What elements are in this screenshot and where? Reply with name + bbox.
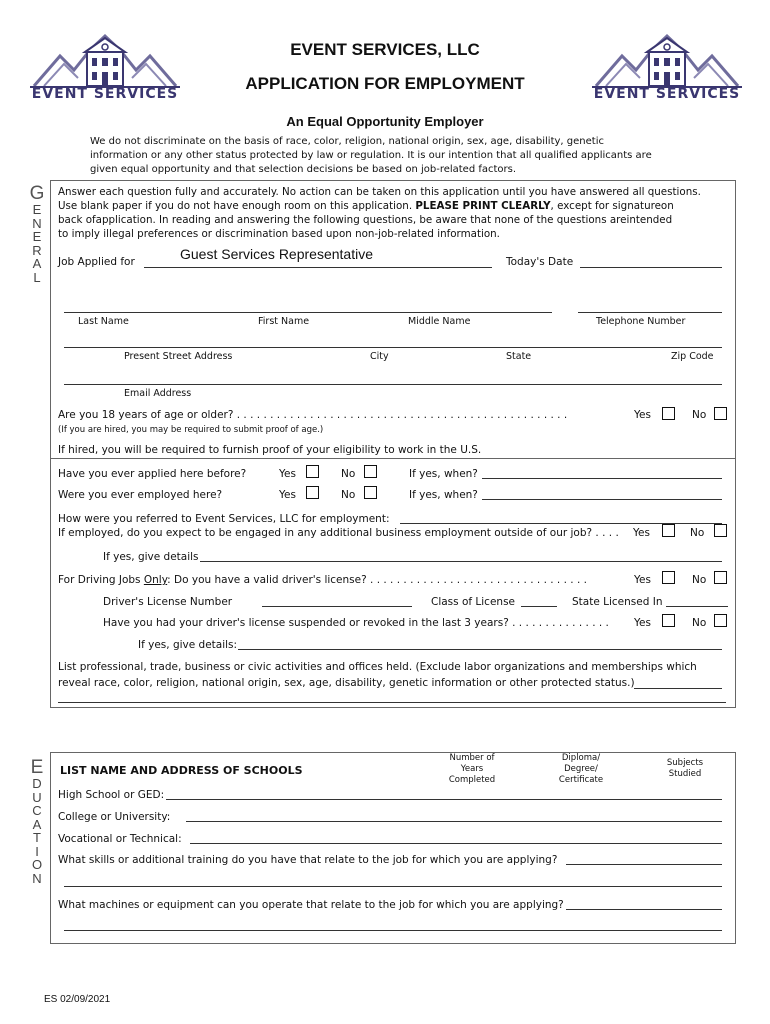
skills-field-1[interactable]	[566, 864, 722, 865]
vocational-label: Vocational or Technical:	[58, 833, 182, 845]
state-licensed-label: State Licensed In	[572, 596, 663, 608]
driving-yes-checkbox[interactable]	[662, 571, 675, 584]
todays-date-label: Today's Date	[506, 256, 574, 268]
applied-yes-label: Yes	[279, 468, 296, 480]
college-label: College or University:	[58, 811, 171, 823]
license-number-label: Driver's License Number	[103, 596, 233, 608]
age-no-checkbox[interactable]	[714, 407, 727, 420]
suspended-question: Have you had your driver's license suspended or revoked in the last 3 years? . . . . . . . . . . . . . . .	[103, 617, 609, 629]
employed-no-label: No	[341, 489, 356, 501]
age-no-label: No	[692, 409, 707, 421]
instructions-line-3: back ofapplication. In reading and answering the following questions, be aware that none of the questions areintended	[58, 214, 673, 226]
logo-text: EVENT SERVICES	[31, 86, 179, 102]
outside-details-label: If yes, give details	[103, 551, 199, 563]
full-name-field[interactable]	[64, 312, 552, 313]
outside-no-label: No	[690, 527, 705, 539]
col-subjects-header: Subjects Studied	[666, 758, 704, 779]
suspended-details-label: If yes, give details:	[138, 639, 238, 651]
outside-no-checkbox[interactable]	[714, 524, 727, 537]
todays-date-field[interactable]	[580, 267, 722, 268]
outside-business-question: If employed, do you expect to be engaged in any additional business employment outside of our job? . . . .	[58, 527, 619, 539]
job-applied-line	[144, 267, 492, 268]
license-class-field[interactable]	[521, 606, 557, 607]
applied-before-question: Have you ever applied here before?	[58, 468, 247, 480]
driving-yes-label: Yes	[634, 574, 651, 586]
high-school-label: High School or GED:	[58, 789, 165, 801]
age-yes-checkbox[interactable]	[662, 407, 675, 420]
schools-header: LIST NAME AND ADDRESS OF SCHOOLS	[60, 764, 303, 777]
applied-yes-checkbox[interactable]	[306, 465, 319, 478]
address-field[interactable]	[64, 347, 722, 348]
state-label: State	[506, 351, 532, 362]
zip-label: Zip Code	[671, 351, 714, 362]
outside-yes-checkbox[interactable]	[662, 524, 675, 537]
employed-when-label: If yes, when?	[409, 489, 478, 501]
high-school-field[interactable]	[166, 799, 722, 800]
suspended-details-field[interactable]	[238, 649, 722, 650]
logo-text: EVENT SERVICES	[593, 86, 741, 102]
state-licensed-field[interactable]	[666, 606, 728, 607]
email-label: Email Address	[124, 388, 192, 399]
driving-no-checkbox[interactable]	[714, 571, 727, 584]
applied-when-field[interactable]	[482, 478, 722, 479]
telephone-field[interactable]	[578, 312, 722, 313]
activities-line-1: List professional, trade, business or civic activities and offices held. (Exclude labor organizations and memberships which	[58, 661, 697, 673]
license-class-label: Class of License	[431, 596, 516, 608]
col-diploma-header: Diploma/ Degree/ Certificate	[558, 753, 604, 785]
age-question: Are you 18 years of age or older? . . . . . . . . . . . . . . . . . . . . . . . . . . . . . . . . . . . . . . . . . . . . . . . . . .	[58, 409, 568, 421]
street-label: Present Street Address	[124, 351, 233, 362]
applied-no-checkbox[interactable]	[364, 465, 377, 478]
license-number-field[interactable]	[262, 606, 412, 607]
intro-line-1: We do not discriminate on the basis of race, color, religion, national origin, sex, age, disability, genetic	[90, 136, 604, 147]
vocational-field[interactable]	[190, 843, 722, 844]
intro-line-2: information or any other status protected by law or regulation. It is our intention that all qualified applicants are	[90, 150, 652, 161]
eligibility-note: If hired, you will be required to furnish proof of your eligibility to work in the U.S.	[58, 444, 482, 456]
skills-question: What skills or additional training do you have that relate to the job for which you are applying?	[58, 854, 558, 866]
last-name-label: Last Name	[78, 316, 129, 327]
telephone-label: Telephone Number	[596, 316, 686, 327]
city-label: City	[370, 351, 389, 362]
suspended-no-checkbox[interactable]	[714, 614, 727, 627]
referral-question: How were you referred to Event Services, LLC for employment:	[58, 513, 390, 525]
instructions-line-2: Use blank paper if you do not have enough room on this application. PLEASE PRINT CLEARLY, except for signatureon	[58, 200, 674, 212]
suspended-yes-label: Yes	[634, 617, 651, 629]
divider	[50, 458, 736, 459]
suspended-no-label: No	[692, 617, 707, 629]
intro-line-3: given equal opportunity and that selection decisions be based on job-related factors.	[90, 164, 517, 175]
instructions-line-1: Answer each question fully and accurately. No action can be taken on this application until you have answered all questions.	[58, 186, 701, 198]
applied-no-label: No	[341, 468, 356, 480]
activities-field-1[interactable]	[634, 688, 722, 689]
job-applied-field[interactable]: Guest Services Representative	[180, 246, 373, 262]
machines-field-2[interactable]	[64, 930, 722, 931]
employed-yes-checkbox[interactable]	[306, 486, 319, 499]
equal-opportunity-subtitle: An Equal Opportunity Employer	[286, 114, 484, 129]
machines-question: What machines or equipment can you operate that relate to the job for which you are applying?	[58, 899, 564, 911]
suspended-yes-checkbox[interactable]	[662, 614, 675, 627]
education-section	[50, 752, 736, 944]
form-title: APPLICATION FOR EMPLOYMENT	[245, 74, 525, 93]
col-years-header: Number of Years Completed	[448, 753, 496, 785]
instructions-line-4: to imply illegal preferences or discrimination based upon non-job-related information.	[58, 228, 500, 240]
middle-name-label: Middle Name	[408, 316, 471, 327]
education-side-label: E D U C A T I O N	[30, 757, 44, 886]
email-field[interactable]	[64, 384, 722, 385]
job-applied-label: Job Applied for	[58, 256, 135, 268]
activities-field-2[interactable]	[58, 702, 726, 703]
age-yes-label: Yes	[634, 409, 651, 421]
employed-when-field[interactable]	[482, 499, 722, 500]
driving-question: For Driving Jobs Only: Do you have a valid driver's license? . . . . . . . . . . . . . . . . . . . . . . . . . . . . . . . . .	[58, 574, 587, 586]
employed-no-checkbox[interactable]	[364, 486, 377, 499]
college-field[interactable]	[186, 821, 722, 822]
age-note: (If you are hired, you may be required to submit proof of age.)	[58, 425, 324, 435]
first-name-label: First Name	[258, 316, 310, 327]
company-title: EVENT SERVICES, LLC	[290, 40, 480, 59]
outside-yes-label: Yes	[633, 527, 650, 539]
footer-form-code: ES 02/09/2021	[44, 994, 111, 1005]
machines-field-1[interactable]	[566, 909, 722, 910]
outside-details-field[interactable]	[200, 561, 722, 562]
general-side-label: G E N E R A L	[29, 183, 45, 285]
applied-when-label: If yes, when?	[409, 468, 478, 480]
employed-yes-label: Yes	[279, 489, 296, 501]
employed-before-question: Were you ever employed here?	[58, 489, 223, 501]
skills-field-2[interactable]	[64, 886, 722, 887]
driving-no-label: No	[692, 574, 707, 586]
activities-line-2: reveal race, color, religion, national origin, sex, age, disability, genetic information or other protected status.)	[58, 677, 635, 689]
